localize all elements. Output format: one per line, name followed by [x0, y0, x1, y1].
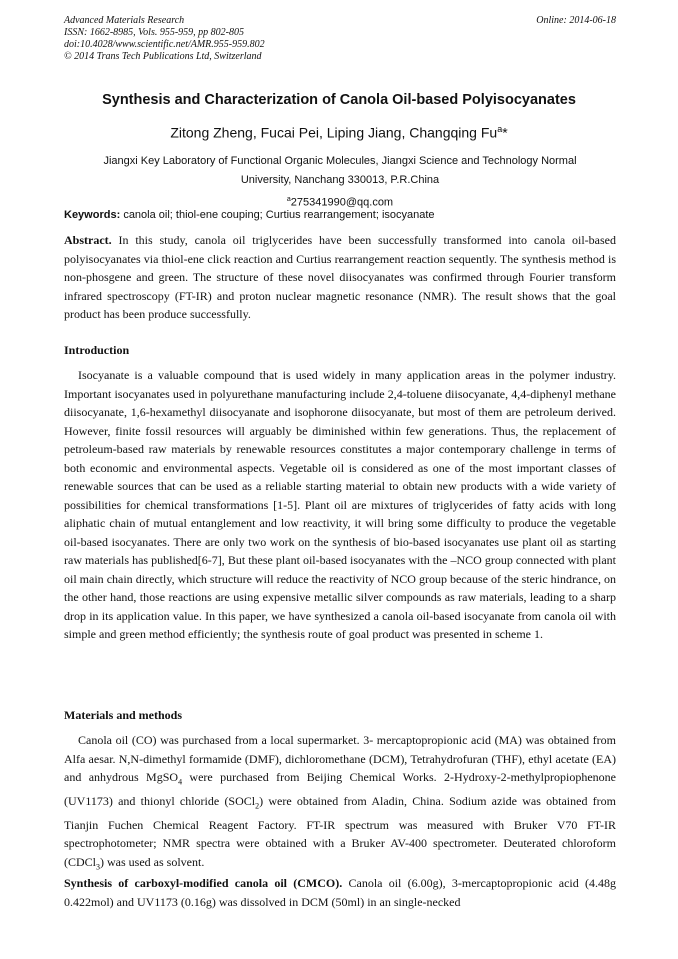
- author-names: Zitong Zheng, Fucai Pei, Liping Jiang, Changqing Fu: [170, 124, 498, 141]
- methods-paragraph-1: [64, 731, 616, 877]
- affiliation-line-2: University, Nanchang 330013, P.R.China: [240, 174, 440, 186]
- abstract-label: Abstract.: [64, 233, 112, 247]
- paper-title: Synthesis and Characterization of Canola Oil-based Polyisocyanates: [102, 92, 576, 108]
- affiliation: [64, 152, 616, 213]
- corresponding-star: *: [502, 124, 508, 141]
- doi-line: doi:10.4028/www.scientific.net/AMR.955-959.802: [64, 39, 265, 50]
- methods-paragraph-2: [64, 874, 616, 911]
- keywords-text: canola oil; thiol-ene couping; Curtius rearrangement; isocyanate: [123, 209, 435, 221]
- author-affiliation-marker: a: [497, 124, 503, 134]
- cmco-text: Canola oil (6.00g), 3-mercaptopropionic acid (4.48g 0.422mol) and UV1173 (0.16g) was dissolved in DCM (50ml) in an single-necked: [64, 876, 616, 909]
- cmco-subheading: Synthesis of carboxyl-modified canola oil (CMCO).: [64, 876, 343, 890]
- journal-name: Advanced Materials Research: [64, 15, 185, 26]
- abstract: [64, 231, 616, 324]
- issn-line: ISSN: 1662-8985, Vols. 955-959, pp 802-805: [64, 27, 244, 38]
- affiliation-line-1: Jiangxi Key Laboratory of Functional Organic Molecules, Jiangxi Science and Technology Normal: [103, 155, 577, 167]
- methods-text-a: Canola oil (CO) was purchased from a local supermarket. 3- mercaptopropionic acid (MA) was obtained from Alfa aesar. N,N-dimethyl formamide (DMF), dichloromethane (DCM), Tetrahydrofuran (THF), ethyl acetate (EA) and anhydrous MgSO: [64, 733, 616, 784]
- introduction-paragraph: Isocyanate is a valuable compound that is used widely in many application areas in the polymer industry. Important isocyanates used in polyurethane manufacturing include 2,4-toluene diisocyanate, 4,4-diphenyl methane diisocyanate, 1,6-hexamethyl diisocyanate and isophorone diisocyanate, but most of them are petroleum derived. However, finite fossil resources will arguably be diminished within few generations. Thus, the replacement of petroleum-based raw materials by renewable resources constitutes a major contemporary challenge in terms of both economic and environmental aspects. Vegetable oil is considered as one of the most important classes of renewable sources that can be used as a reliable starting material to obtain new products with a wide variety of possibilities for chemical transformations [1-5]. Plant oil are mixtures of triglycerides of fatty acids with long aliphatic chain of mutual entanglement and low reactivity, it will bring some difficulty to produce the vegetable oil-based isocyanates. There are only two work on the synthesis of bio-based isocyanates use plant oil as starting raw materials has published[6-7], But these plant oil-based isocyanates with the –NCO group connected with plant oil main chain directly, which structure will reduce the reactivity of NCO group because of the steric hindrance, on the other hand, those reactions are using expensive metallic silver compounds as raw materials, leading to a sharp drop in its application value. In this paper, we have synthesized a canola oil-based isocyanate from canola oil with simple and green method efficiently; the synthesis route of goal product was presented in scheme 1.: [64, 368, 616, 641]
- copyright-line: © 2014 Trans Tech Publications Ltd, Switzerland: [64, 51, 262, 62]
- email-marker: a: [286, 196, 291, 203]
- online-date: Online: 2014-06-18: [536, 15, 616, 26]
- introduction-heading: Introduction: [64, 343, 130, 357]
- abstract-text: In this study, canola oil triglycerides have been successfully transformed into canola oil-based polyisocyanates via thiol-ene click reaction and Curtius rearrangement reaction sequently. The synthesis method is non-phosgene and green. The structure of these novel diisocyanates was confirmed through Fourier transform infrared spectroscopy (FT-IR) and proton nuclear magnetic resonance (NMR). The result shows that the goal product has been produce successfully.: [64, 233, 616, 321]
- methods-heading: Materials and methods: [64, 708, 182, 722]
- methods-text-c: ) were obtained from Aladin, China. Sodium azide was obtained from Tianjin Fuchen Chemical Reagent Factory. FT-IR spectrum was measured with Bruker V70 FT-IR spectrophotometer; NMR spectra were obtained with a Bruker AV-400 spectrometer. Deuterated chloroform (CDCl: [64, 793, 616, 869]
- subscript-3: 3: [96, 862, 101, 872]
- author-list: [40, 124, 638, 141]
- methods-text-d: ) was used as solvent.: [100, 854, 205, 869]
- keywords-label: Keywords:: [64, 209, 121, 221]
- email-address: 275341990@qq.com: [290, 196, 394, 209]
- subscript-2: 2: [255, 801, 260, 811]
- keywords: [64, 209, 616, 221]
- subscript-4: 4: [178, 777, 183, 787]
- methods-text-b: were purchased from Beijing Chemical Works. 2-Hydroxy-2-methylpropiophenone (UV1173) and thionyl chloride (SOCl: [64, 770, 616, 808]
